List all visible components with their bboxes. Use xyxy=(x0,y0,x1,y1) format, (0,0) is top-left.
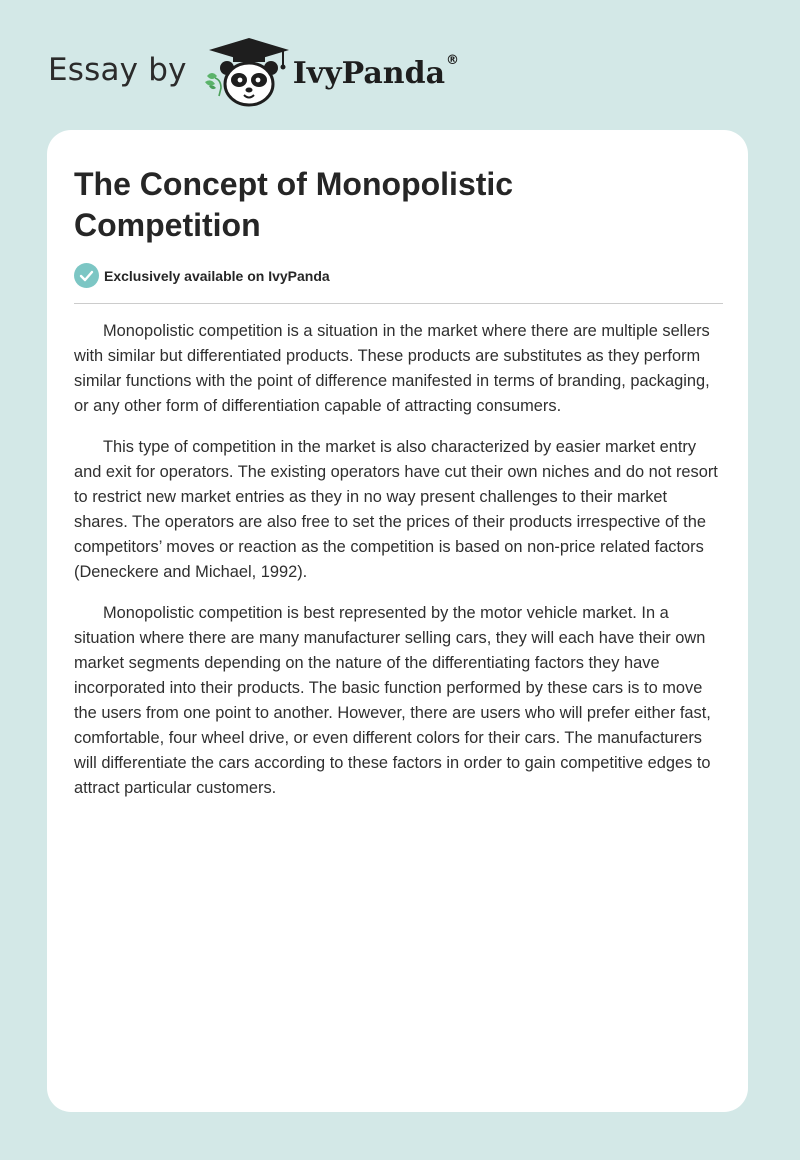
registered-mark: ® xyxy=(446,52,460,68)
page-title: The Concept of Monopolistic Competition xyxy=(74,166,514,243)
essay-by-label: Essay by xyxy=(48,52,187,88)
paragraph: Monopolistic competition is a situation in the market where there are multiple sellers with similar but differentiated products. These products are substitutes as they perform similar functions with the point of difference manifested in terms of branding, packaging, or any other form of differentiation capable of attracting consumers. xyxy=(74,322,710,415)
essay-body xyxy=(74,319,723,817)
exclusive-label: Exclusively available on IvyPanda xyxy=(104,267,330,284)
divider xyxy=(74,303,723,304)
paragraph: Monopolistic competition is best represented by the motor vehicle market. In a situation where there are many manufacturer selling cars, they will each have their own market segments depending on the nature of the differentiating factors they have incorporated into their products. The basic function performed by these cars is to move the users from one point to another. However, there are users who will prefer either fast, comfortable, four wheel drive, or even different colors for their cars. The manufacturers will differentiate the cars according to these factors in order to gain competitive edges to attract particular customers. xyxy=(74,604,711,797)
exclusive-badge xyxy=(74,263,330,288)
site-header xyxy=(48,36,458,108)
check-circle-icon xyxy=(74,263,99,288)
paragraph: This type of competition in the market is also characterized by easier market entry and exit for operators. The existing operators have cut their own niches and do not resort to restrict new market entries as they in no way present challenges to their market shares. The operators are also free to set the prices of their products irrespective of the competitors’ moves or reaction as the competition is based on non-price related factors (Deneckere and Michael, 1992). xyxy=(74,438,718,581)
brand-text: IvyPanda xyxy=(292,55,446,91)
panda-graduation-cap-icon[interactable] xyxy=(201,36,293,108)
essay-card xyxy=(47,130,748,1112)
brand-name[interactable] xyxy=(292,52,460,91)
